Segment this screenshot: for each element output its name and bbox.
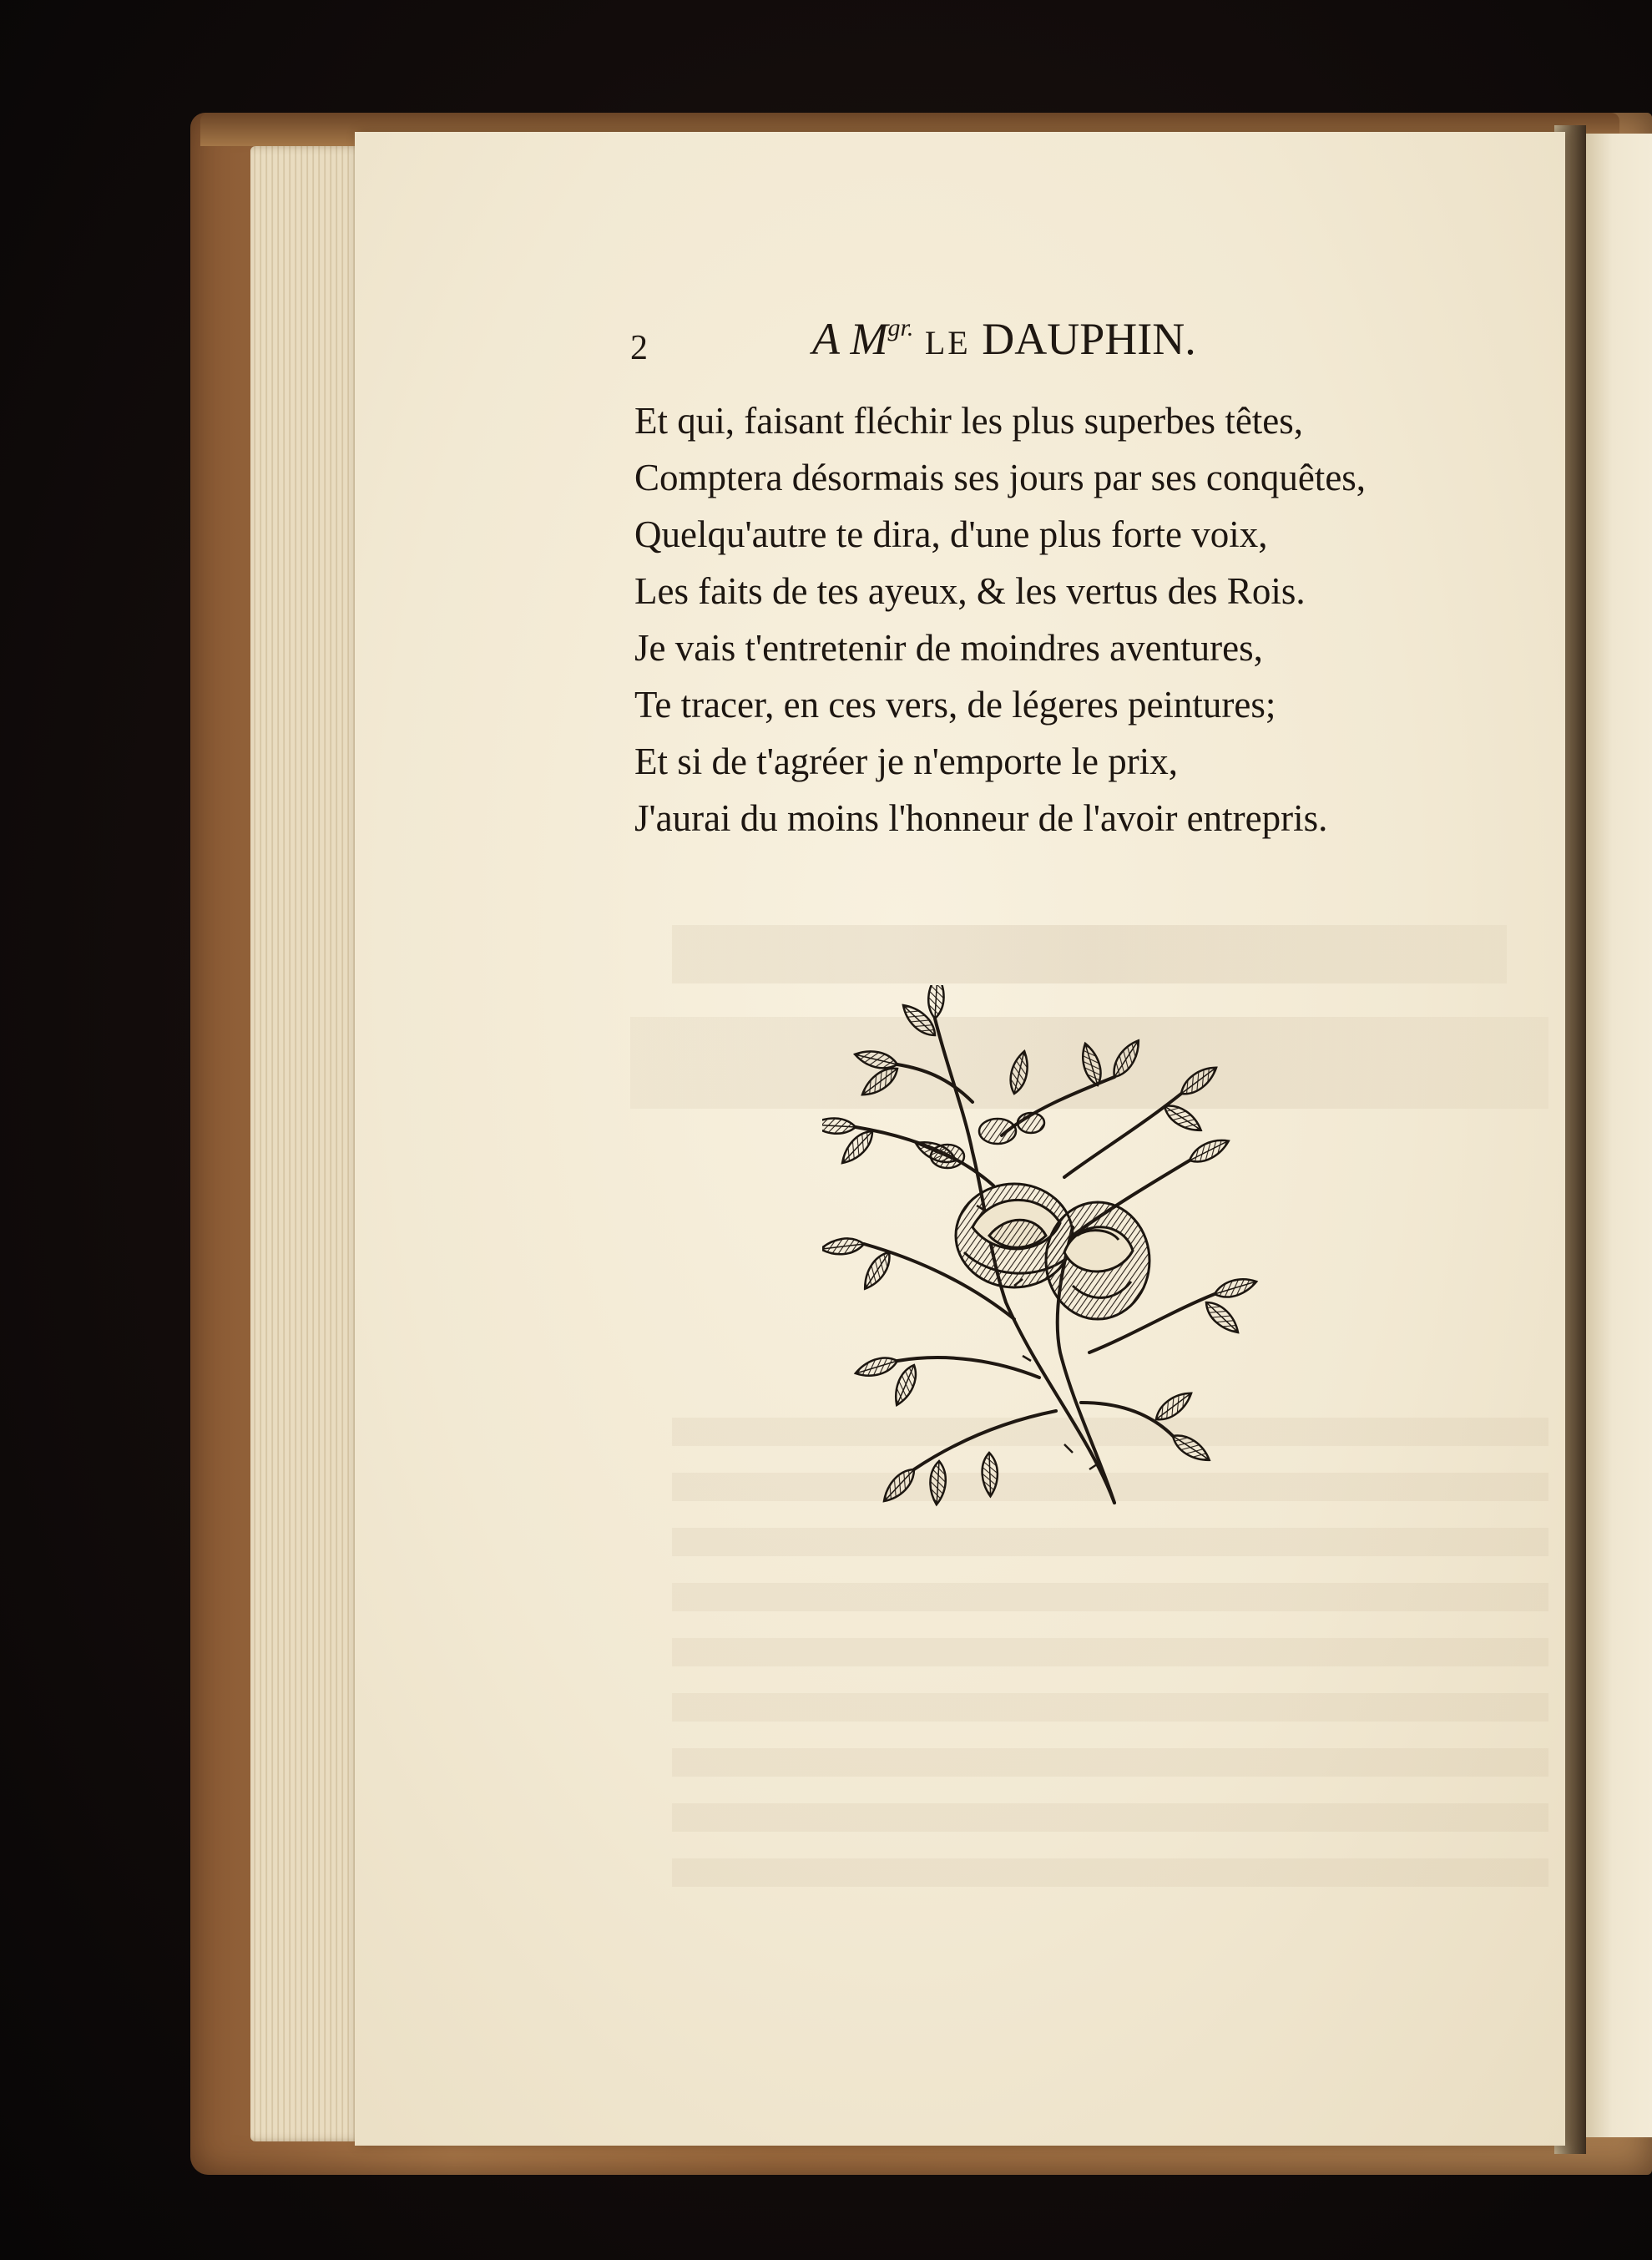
verse-line: Comptera désormais ses jours par ses conquêtes, (634, 457, 1367, 498)
verse-line: Je vais t'entretenir de moindres aventures, (634, 627, 1263, 669)
show-through-shading (672, 925, 1507, 983)
page-number: 2 (630, 329, 648, 367)
page-header (630, 313, 1315, 380)
verse-line: Les faits de tes ayeux, & les vertus des Rois. (634, 570, 1306, 612)
verse-line: Et si de t'agréer je n'emporte le prix, (634, 741, 1178, 782)
running-head (812, 313, 1196, 365)
running-head-name: DAUPHIN. (982, 314, 1196, 364)
verse-line: Te tracer, en ces vers, de légeres peintures; (634, 684, 1276, 726)
running-head-superscript: gr. (887, 314, 914, 341)
floral-rose-woodcut-icon (822, 985, 1273, 1519)
verse-line: J'aurai du moins l'honneur de l'avoir entrepris. (634, 797, 1328, 839)
verse-line: Quelqu'autre te dira, d'une plus forte voix, (634, 513, 1268, 555)
running-head-prefix: A M (812, 314, 888, 364)
facing-page-sliver (1586, 134, 1652, 2137)
verse-line: Et qui, faisant fléchir les plus superbes têtes, (634, 400, 1304, 442)
verse-block (634, 392, 1386, 847)
running-head-article: LE (924, 324, 971, 361)
